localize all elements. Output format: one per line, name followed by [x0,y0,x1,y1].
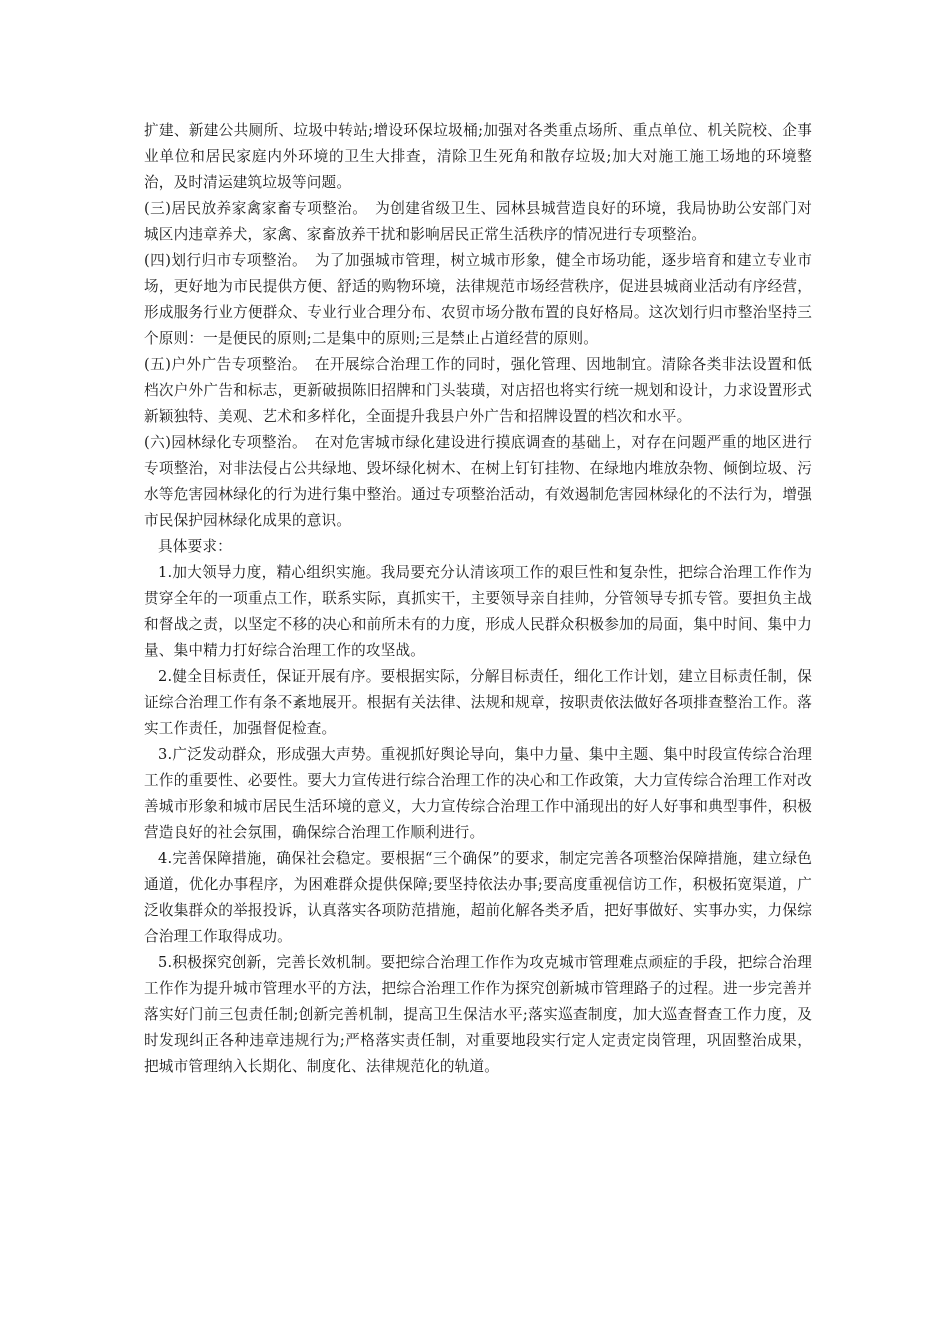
requirement-item-2: 2.健全目标责任，保证开展有序。要根据实际，分解目标责任，细化工作计划，建立目标责任制，保证综合治理工作有条不紊地展开。根据有关法律、法规和规章，按职责依法做好各项排查整治工作。落实工作责任，加强督促检查。 [144,668,812,737]
requirement-item-5: 5.积极探究创新，完善长效机制。要把综合治理工作作为攻克城市管理难点顽症的手段，把综合治理工作作为提升城市管理水平的方法，把综合治理工作作为探究创新城市管理路子的过程。进一步完善并落实好门前三包责任制;创新完善机制，提高卫生保洁水平;落实巡查制度，加大巡查督查工作力度，及时发现纠正各种违章违规行为;严格落实责任制，对重要地段实行定人定责定岗管理，巩固整治成果，把城市管理纳入长期化、制度化、法律规范化的轨道。 [144,954,812,1075]
document-body [144,118,812,1080]
requirements-heading: 具体要求： [158,538,232,555]
section-outdoor-ads-rectification: (五)户外广告专项整治。 在开展综合治理工作的同时，强化管理、因地制宜。清除各类非法设置和低档次户外广告和标志，更新破损陈旧招牌和门头装璜，对店招也将实行统一规划和设计，力求设置形式新颖独特、美观、艺术和多样化，全面提升我县户外广告和招牌设置的档次和水平。 [144,356,812,425]
section-livestock-rectification: (三)居民放养家禽家畜专项整治。 为创建省级卫生、园林县城营造良好的环境，我局协助公安部门对城区内违章养犬，家禽、家畜放养干扰和影响居民正常生活秩序的情况进行专项整治。 [144,200,812,243]
section-greening-rectification: (六)园林绿化专项整治。 在对危害城市绿化建设进行摸底调查的基础上，对存在问题严重的地区进行专项整治，对非法侵占公共绿地、毁坏绿化树木、在树上钉钉挂物、在绿地内堆放杂物、倾倒垃圾、污水等危害园林绿化的行为进行集中整治。通过专项整治活动，有效遏制危害园林绿化的不法行为，增强市民保护园林绿化成果的意识。 [144,434,812,529]
requirement-item-1: 1.加大领导力度，精心组织实施。我局要充分认清该项工作的艰巨性和复杂性，把综合治理工作作为贯穿全年的一项重点工作，联系实际，真抓实干，主要领导亲自挂帅，分管领导专抓专管。要担负主战和督战之责，以坚定不移的决心和前所未有的力度，形成人民群众积极参加的局面，集中时间、集中力量、集中精力打好综合治理工作的攻坚战。 [144,564,812,659]
paragraph-continuation: 扩建、新建公共厕所、垃圾中转站;增设环保垃圾桶;加强对各类重点场所、重点单位、机关院校、企事业单位和居民家庭内外环境的卫生大排查，清除卫生死角和散存垃圾;加大对施工施工场地的环境整治，及时清运建筑垃圾等问题。 [144,122,812,191]
requirement-item-3: 3.广泛发动群众，形成强大声势。重视抓好舆论导向，集中力量、集中主题、集中时段宣传综合治理工作的重要性、必要性。要大力宣传进行综合治理工作的决心和工作政策，大力宣传综合治理工作对改善城市形象和城市居民生活环境的意义，大力宣传综合治理工作中涌现出的好人好事和典型事件，积极营造良好的社会氛围，确保综合治理工作顺利进行。 [144,746,812,841]
section-market-rectification: (四)划行归市专项整治。 为了加强城市管理，树立城市形象，健全市场功能，逐步培育和建立专业市场，更好地为市民提供方便、舒适的购物环境，法律规范市场经营秩序，促进县城商业活动有序经营，形成服务行业方便群众、专业行业合理分布、农贸市场分散布置的良好格局。这次划行归市整治坚持三个原则：一是便民的原则;二是集中的原则;三是禁止占道经营的原则。 [144,252,812,347]
requirement-item-4: 4.完善保障措施，确保社会稳定。要根据“三个确保”的要求，制定完善各项整治保障措施，建立绿色通道，优化办事程序，为困难群众提供保障;要坚持依法办事;要高度重视信访工作，积极拓宽渠道，广泛收集群众的举报投诉，认真落实各项防范措施，超前化解各类矛盾，把好事做好、实事办实，力保综合治理工作取得成功。 [144,850,812,945]
